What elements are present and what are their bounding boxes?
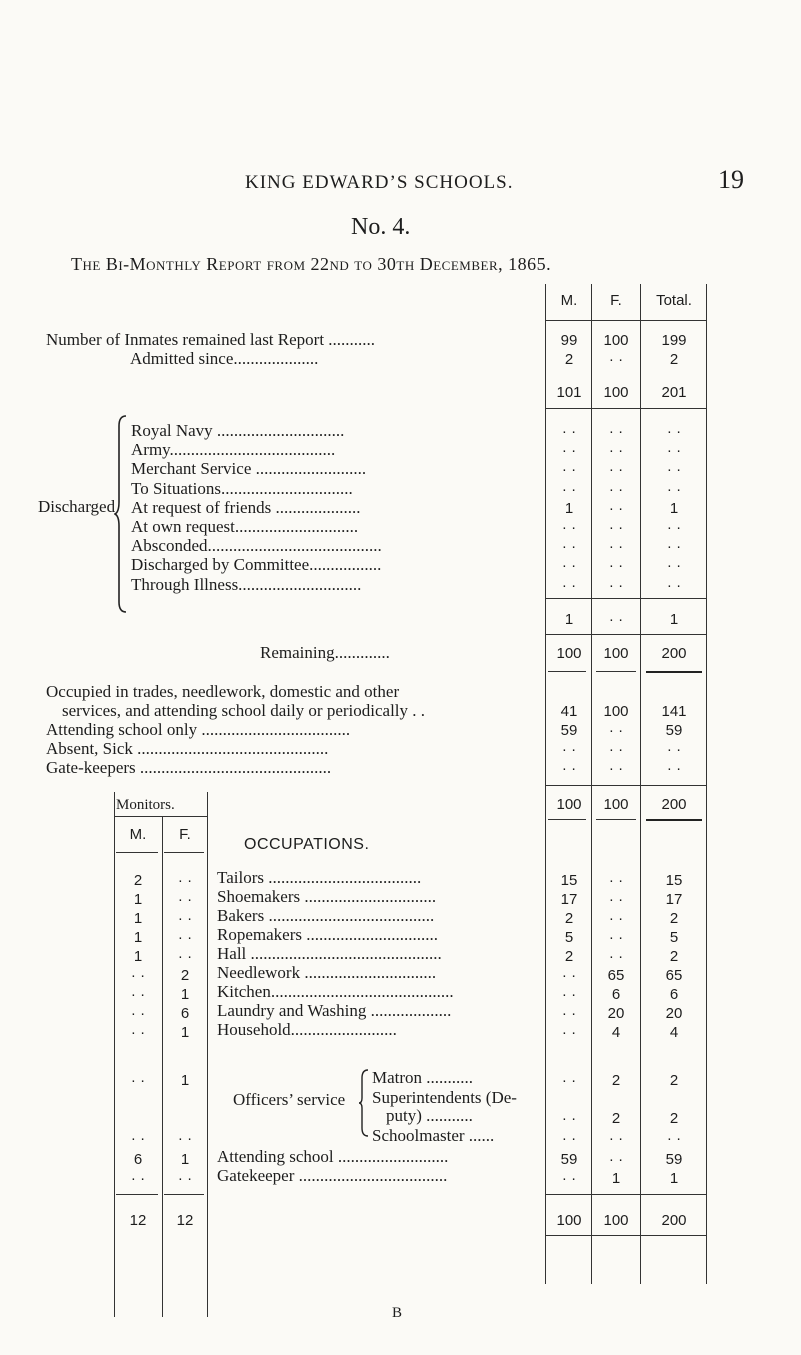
cell: · ·	[561, 986, 577, 1003]
gate-keepers-label: Gate-keepers .............................................	[46, 758, 332, 777]
discharged-reason: Royal Navy ..............................	[131, 421, 345, 440]
cell: 2	[669, 1110, 679, 1127]
cell: · ·	[608, 948, 624, 965]
occupation-label: Hall .............................................	[217, 944, 442, 963]
inmates-total-f: 100	[603, 384, 629, 401]
rule	[646, 671, 702, 673]
report-number: No. 4.	[351, 214, 411, 240]
cell: · ·	[608, 500, 624, 517]
cell: · ·	[177, 872, 193, 889]
discharged-brace	[114, 414, 128, 614]
col-divider-f	[640, 284, 641, 1284]
cell: · ·	[561, 1170, 577, 1187]
col-divider-left	[545, 284, 546, 1284]
inmates-total: 201	[661, 384, 687, 401]
cell: · ·	[608, 538, 624, 555]
rule	[548, 819, 586, 820]
discharged-reason: Discharged by Committee.................	[131, 555, 382, 574]
rule	[545, 785, 706, 786]
cell: 6	[180, 1005, 190, 1022]
cell: 200	[661, 645, 687, 662]
cell: · ·	[666, 423, 682, 440]
cell: 1	[180, 1151, 190, 1168]
cell: · ·	[561, 481, 577, 498]
cell: 2	[564, 948, 574, 965]
discharged-total: 1	[669, 611, 679, 628]
rule	[116, 1194, 158, 1195]
superintendents-label-2: puty) ...........	[386, 1106, 473, 1125]
cell: · ·	[666, 557, 682, 574]
col-divider-m	[591, 284, 592, 1284]
cell: · ·	[130, 1130, 146, 1147]
discharged-reason: At request of friends ....................	[131, 498, 361, 517]
cell: · ·	[608, 442, 624, 459]
cell: · ·	[130, 1072, 146, 1089]
cell: · ·	[608, 872, 624, 889]
cell: · ·	[177, 910, 193, 927]
rule	[545, 1194, 706, 1195]
monitors-f-header: F.	[179, 826, 191, 843]
cell: · ·	[561, 538, 577, 555]
cell: · ·	[608, 461, 624, 478]
cell: · ·	[130, 1005, 146, 1022]
cell: 15	[560, 872, 578, 889]
monitors-rule	[114, 816, 207, 817]
cell: · ·	[608, 481, 624, 498]
cell: 100	[556, 645, 582, 662]
occupation-label: Laundry and Washing ...................	[217, 1001, 452, 1020]
cell: 1	[611, 1170, 621, 1187]
cell: · ·	[608, 741, 624, 758]
monitors-total-f: 12	[176, 1212, 194, 1229]
occupation-label: Needlework ...............................	[217, 963, 437, 982]
cell: 65	[665, 967, 683, 984]
cell: 2	[669, 910, 679, 927]
occupied-label-1: Occupied in trades, needlework, domestic and other	[46, 682, 400, 701]
cell: 199	[661, 332, 687, 349]
cell: 6	[133, 1151, 143, 1168]
discharged-label: Discharged	[38, 497, 116, 516]
cell: 2	[564, 910, 574, 927]
cell: · ·	[561, 741, 577, 758]
cell: 17	[560, 891, 578, 908]
report-title: The Bi-Monthly Report from 22nd to 30th December, 1865.	[71, 254, 552, 274]
cell: 2	[669, 1072, 679, 1089]
gatekeeper-label: Gatekeeper ...................................	[217, 1166, 448, 1185]
status-total-f: 100	[603, 796, 629, 813]
cell: · ·	[666, 481, 682, 498]
occupation-label: Shoemakers ...............................	[217, 887, 437, 906]
rule	[596, 671, 636, 672]
admitted-since-label: Admitted since....................	[130, 349, 319, 368]
discharged-reason: Absconded.........................................	[131, 536, 382, 555]
discharged-reason: At own request.............................	[131, 517, 359, 536]
cell: · ·	[177, 929, 193, 946]
cell: 100	[603, 645, 629, 662]
cell: 2	[611, 1110, 621, 1127]
cell: · ·	[561, 577, 577, 594]
rule	[596, 819, 636, 820]
cell: · ·	[130, 967, 146, 984]
occupation-label: Ropemakers ...............................	[217, 925, 438, 944]
discharged-reason: To Situations...............................	[131, 479, 353, 498]
cell: · ·	[608, 910, 624, 927]
cell: 2	[669, 948, 679, 965]
cell: 20	[607, 1005, 625, 1022]
inmates-total-m: 101	[556, 384, 582, 401]
cell: 2	[133, 872, 143, 889]
page-number: 19	[718, 165, 744, 194]
occupation-label: Household.........................	[217, 1020, 397, 1039]
cell: 1	[180, 986, 190, 1003]
cell: 59	[665, 722, 683, 739]
header-rule	[545, 320, 706, 321]
cell: · ·	[561, 1110, 577, 1127]
cell: · ·	[561, 1005, 577, 1022]
officers-brace	[358, 1068, 370, 1138]
attending-school-label: Attending school ..........................	[217, 1147, 449, 1166]
cell: · ·	[177, 1130, 193, 1147]
col-m-header: M.	[560, 292, 578, 309]
cell: 100	[603, 332, 629, 349]
status-total-m: 100	[556, 796, 582, 813]
monitors-mid-rule	[162, 816, 163, 1317]
cell: 59	[560, 722, 578, 739]
discharged-total-f: · ·	[608, 611, 624, 628]
cell: · ·	[177, 1170, 193, 1187]
cell: · ·	[561, 519, 577, 536]
cell: · ·	[666, 442, 682, 459]
cell: 6	[669, 986, 679, 1003]
superintendents-label-1: Superintendents (De-	[372, 1088, 517, 1107]
cell: · ·	[666, 577, 682, 594]
occupied-label-2: services, and attending school daily or periodically . .	[62, 701, 426, 720]
cell: 1	[133, 929, 143, 946]
cell: 1	[133, 891, 143, 908]
monitors-m-header: M.	[129, 826, 147, 843]
monitors-label: Monitors.	[116, 797, 175, 813]
cell: 141	[661, 703, 687, 720]
cell: 1	[669, 500, 679, 517]
monitors-total-m: 12	[129, 1212, 147, 1229]
cell: 100	[603, 703, 629, 720]
discharged-total-m: 1	[564, 611, 574, 628]
cell: · ·	[666, 461, 682, 478]
officers-service-label: Officers’ service	[233, 1090, 346, 1109]
occupation-label: Kitchen...........................................	[217, 982, 454, 1001]
remaining-label: Remaining.............	[260, 643, 390, 662]
cell: 1	[564, 500, 574, 517]
cell: · ·	[666, 538, 682, 555]
status-total: 200	[661, 796, 687, 813]
cell: · ·	[608, 423, 624, 440]
cell: 6	[611, 986, 621, 1003]
rule	[164, 852, 204, 853]
monitors-left-rule	[114, 792, 115, 1317]
cell: · ·	[608, 557, 624, 574]
cell: 41	[560, 703, 578, 720]
cell: 1	[180, 1072, 190, 1089]
occupations-total: 200	[661, 1212, 687, 1229]
cell: · ·	[608, 722, 624, 739]
cell: · ·	[608, 929, 624, 946]
cell: · ·	[561, 423, 577, 440]
cell: · ·	[561, 1072, 577, 1089]
cell: · ·	[608, 1130, 624, 1147]
cell: 4	[611, 1024, 621, 1041]
occupations-total-m: 100	[556, 1212, 582, 1229]
cell: · ·	[608, 351, 624, 368]
rule	[545, 634, 706, 635]
cell: 2	[669, 351, 679, 368]
cell: · ·	[130, 1170, 146, 1187]
cell: · ·	[130, 986, 146, 1003]
cell: 15	[665, 872, 683, 889]
cell: 4	[669, 1024, 679, 1041]
cell: · ·	[608, 891, 624, 908]
occupations-total-f: 100	[603, 1212, 629, 1229]
cell: 1	[669, 1170, 679, 1187]
col-total-header: Total.	[656, 292, 692, 309]
occupation-label: Bakers .......................................	[217, 906, 435, 925]
cell: 1	[180, 1024, 190, 1041]
cell: 1	[133, 948, 143, 965]
cell: 2	[180, 967, 190, 984]
cell: · ·	[666, 741, 682, 758]
running-title: KING EDWARD’S SCHOOLS.	[245, 172, 514, 193]
cell: · ·	[608, 760, 624, 777]
col-divider-right	[706, 284, 707, 1284]
signature-mark: B	[392, 1305, 403, 1321]
cell: · ·	[608, 1151, 624, 1168]
cell: 5	[564, 929, 574, 946]
cell: · ·	[561, 442, 577, 459]
matron-label: Matron ...........	[372, 1068, 474, 1087]
cell: · ·	[130, 1024, 146, 1041]
cell: · ·	[561, 557, 577, 574]
rule	[545, 1235, 706, 1236]
rule	[164, 1194, 204, 1195]
cell: · ·	[608, 577, 624, 594]
rule	[545, 408, 706, 409]
cell: · ·	[561, 1024, 577, 1041]
occupation-label: Tailors ....................................	[217, 868, 422, 887]
cell: · ·	[666, 760, 682, 777]
cell: · ·	[561, 1130, 577, 1147]
discharged-reason: Merchant Service ..........................	[131, 459, 367, 478]
monitors-right-rule	[207, 792, 208, 1317]
cell: · ·	[177, 891, 193, 908]
cell: · ·	[666, 1130, 682, 1147]
cell: · ·	[666, 519, 682, 536]
cell: · ·	[561, 967, 577, 984]
cell: 65	[607, 967, 625, 984]
cell: 5	[669, 929, 679, 946]
occupations-heading: OCCUPATIONS.	[244, 836, 370, 853]
cell: 2	[564, 351, 574, 368]
cell: 2	[611, 1072, 621, 1089]
rule	[545, 598, 706, 599]
discharged-reason: Through Illness.............................	[131, 575, 362, 594]
inmates-remained-label: Number of Inmates remained last Report ...........	[46, 330, 376, 349]
rule	[548, 671, 586, 672]
cell: 1	[133, 910, 143, 927]
cell: 20	[665, 1005, 683, 1022]
cell: · ·	[177, 948, 193, 965]
cell: 59	[665, 1151, 683, 1168]
cell: 99	[560, 332, 578, 349]
cell: · ·	[561, 461, 577, 478]
col-f-header: F.	[610, 292, 622, 309]
discharged-reason: Army.......................................	[131, 440, 336, 459]
absent-sick-label: Absent, Sick .............................................	[46, 739, 329, 758]
cell: · ·	[561, 760, 577, 777]
schoolmaster-label: Schoolmaster ......	[372, 1126, 495, 1145]
attending-school-only-label: Attending school only ...................................	[46, 720, 351, 739]
cell: 59	[560, 1151, 578, 1168]
cell: · ·	[608, 519, 624, 536]
rule	[646, 819, 702, 821]
cell: 17	[665, 891, 683, 908]
rule	[116, 852, 158, 853]
